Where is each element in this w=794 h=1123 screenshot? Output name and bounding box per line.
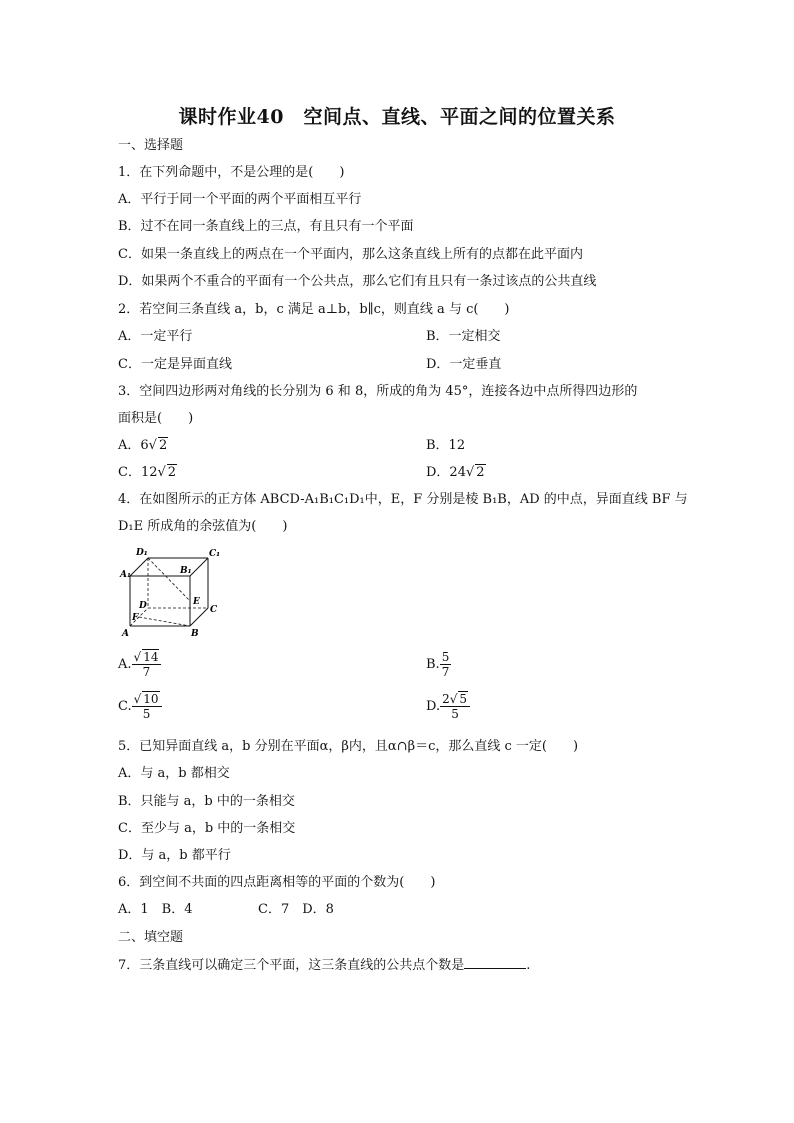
sqrt-symbol: √ 2 [157,465,177,480]
q3-option-d [426,464,486,482]
q4-option-b-letter: B. [426,657,440,672]
q4-option-c-letter: C. [118,699,132,714]
q2-option-a: A．一定平行 [118,329,193,344]
q4-option-c-radicand: 10 [143,692,159,706]
q5-option-c: C．至少与 a，b 中的一条相交 [118,821,296,836]
q3-stem-line1: 3．空间四边形两对角线的长分别为 6 和 8，所成的角为 45°，连接各边中点所得四边形的 [118,384,638,399]
q4-option-a-letter: A. [118,657,132,672]
q4-option-b-numerator: 5 [441,650,450,664]
q4-option-c [118,692,162,721]
q3-option-d-coef: D．24 [426,465,466,480]
q1-option-a: A．平行于同一个平面的两个平面相互平行 [118,192,362,207]
q4-option-a-radicand: 14 [143,650,159,664]
q1-option-c: C．如果一条直线上的两点在一个平面内，那么这条直线上所有的点都在此平面内 [118,247,583,262]
segment-d1e [148,558,190,601]
fraction-numerator: 2√ 5 [440,692,470,707]
q4-option-d-coef: 2 [442,692,450,706]
q1-option-b: B．过不在同一条直线上的三点，有且只有一个平面 [118,219,414,234]
q4-option-d [426,692,470,721]
q4-option-a-denominator: 7 [142,665,151,679]
label-d1: D₁ [136,548,148,558]
page-title: 课时作业40 空间点、直线、平面之间的位置关系 [178,106,616,128]
q4-option-d-radicand: 5 [459,692,468,706]
q3-option-b: B．12 [426,438,466,453]
q6-stem: 6．到空间不共面的四点距离相等的平面的个数为( ) [118,875,436,890]
section-heading-choice: 一、选择题 [118,138,184,153]
sqrt-symbol: √ 2 [148,438,168,453]
q4-option-c-denominator: 5 [142,707,151,721]
q4-option-b [426,650,451,679]
q6-options-ab: A．1 B．4 [118,902,193,917]
answer-blank[interactable] [464,956,526,969]
q5-option-b: B．只能与 a，b 中的一条相交 [118,794,295,809]
fraction [132,692,162,721]
section-heading-fill: 二、填空题 [118,930,184,945]
q4-option-a [118,650,161,679]
q1-option-d: D．如果两个不重合的平面有一个公共点，那么它们有且只有一条过该点的公共直线 [118,274,597,289]
label-a1: A₁ [120,570,131,580]
q5-option-a: A．与 a，b 都相交 [118,766,230,781]
fraction [132,650,162,679]
q1-stem: 1．在下列命题中，不是公理的是( ) [118,165,345,180]
q4-option-d-letter: D. [426,699,441,714]
q7-stem: 7．三条直线可以确定三个平面，这三条直线的公共点个数是 [118,958,465,973]
segment-bf [139,617,190,626]
label-d: D [139,601,147,611]
q2-option-d: D．一定垂直 [426,357,502,372]
q2-option-c: C．一定是异面直线 [118,357,232,372]
q3-option-a-radicand: 2 [158,438,168,453]
edge-a1d1 [130,558,148,576]
q3-option-c [118,464,177,482]
q5-stem: 5．已知异面直线 a，b 分别在平面α，β内，且α∩β＝c，那么直线 c 一定( ) [118,739,579,754]
label-c1: C₁ [209,549,221,559]
q3-stem-line2: 面积是( ) [118,411,194,426]
q3-option-c-coef: C．12 [118,465,158,480]
label-f: F [132,613,139,623]
q4-stem-line1: 4．在如图所示的正方体 ABCD-A₁B₁C₁D₁中，E，F 分别是棱 B₁B，AD 的中点，异面直线 BF 与 [118,492,688,507]
label-e: E [193,597,200,607]
q7-line [118,956,530,975]
q4-stem-line2: D₁E 所成角的余弦值为( ) [118,519,288,534]
label-a: A [122,629,129,639]
label-c: C [210,605,218,615]
label-b: B [191,629,199,639]
q3-option-a-coef: A．6 [118,438,149,453]
q3-option-d-radicand: 2 [476,465,485,480]
fraction [440,650,452,679]
edge-b1c1 [190,558,208,576]
q6-options-cd: C．7 D．8 [258,902,334,917]
q2-option-b: B．一定相交 [426,329,501,344]
q7-end: . [526,958,531,973]
fraction-numerator: √ 10 [132,692,162,707]
edge-bc [190,608,208,626]
cube-figure [118,544,228,642]
q3-option-a [118,437,168,455]
q2-stem: 2．若空间三条直线 a，b，c 满足 a⊥b，b∥c，则直线 a 与 c( ) [118,302,510,317]
fraction [440,692,470,721]
q4-option-d-denominator: 5 [451,707,459,721]
q4-option-b-denominator: 7 [441,665,450,679]
label-b1: B₁ [180,566,192,576]
sqrt-symbol: √ 2 [465,465,485,480]
q3-option-c-radicand: 2 [167,465,177,480]
q5-option-d: D．与 a，b 都平行 [118,848,231,863]
fraction-numerator: √ 14 [132,650,162,665]
